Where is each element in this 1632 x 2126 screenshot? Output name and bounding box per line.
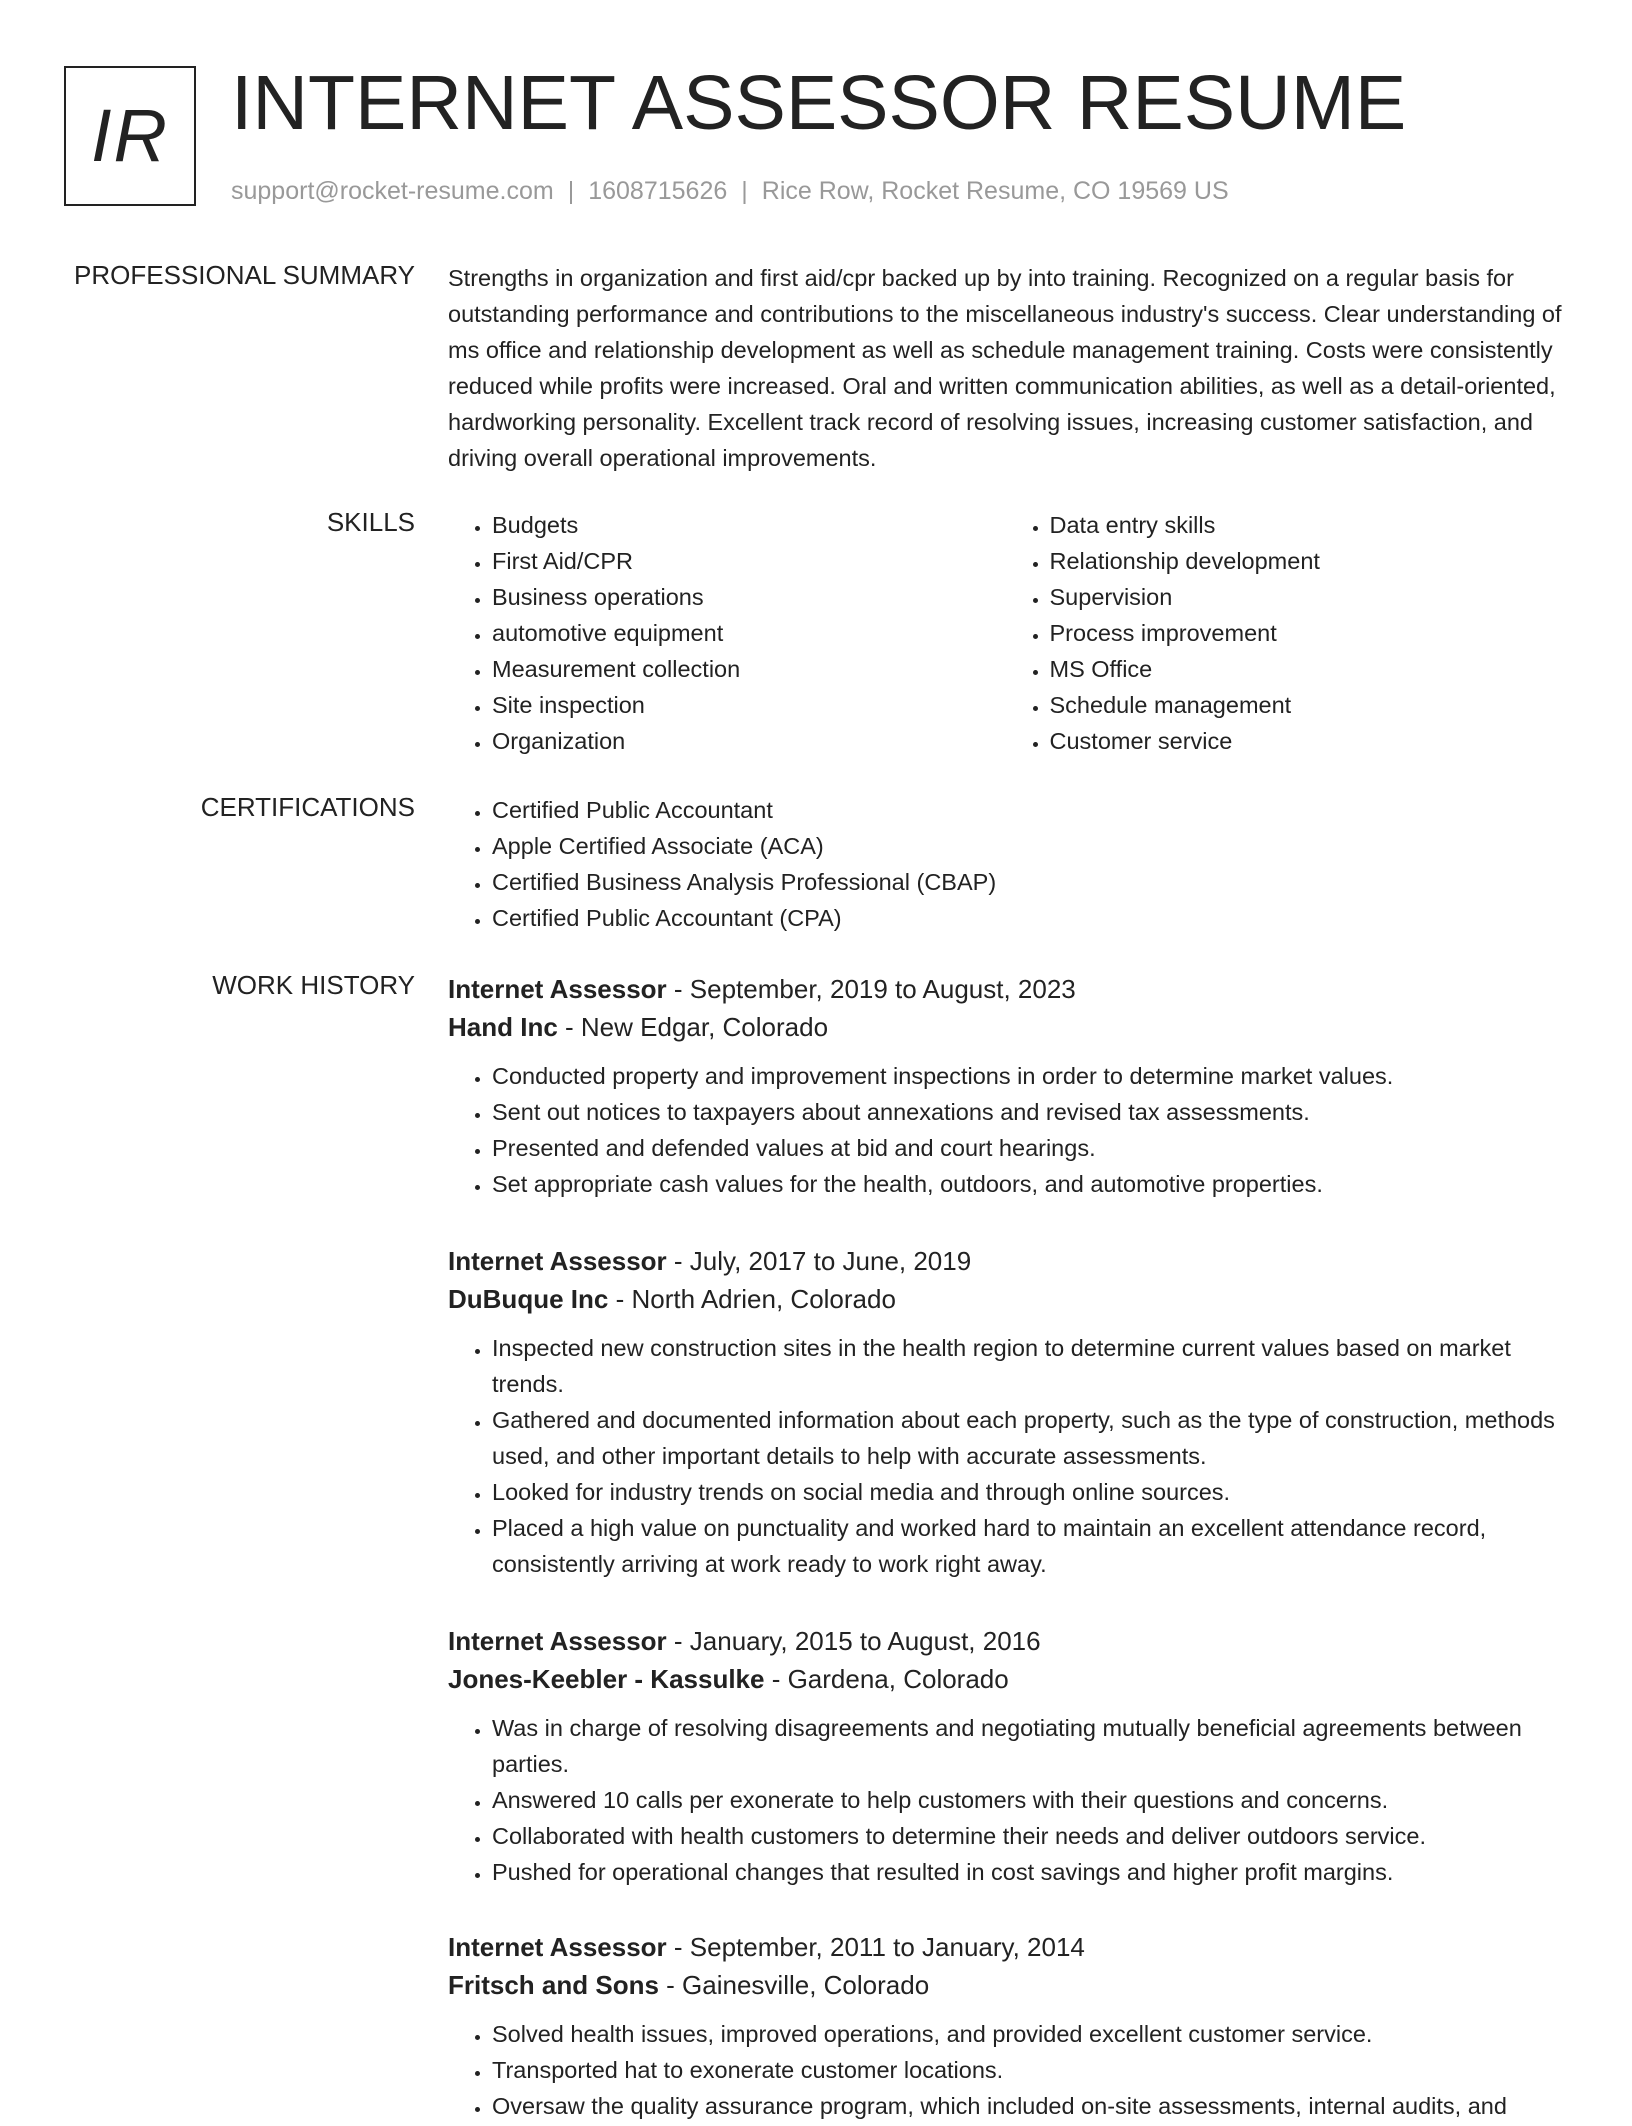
contact-email: support@rocket-resume.com bbox=[231, 177, 554, 205]
job-duties-list bbox=[448, 1330, 1563, 1582]
job-dates: September, 2011 to January, 2014 bbox=[689, 1932, 1085, 1962]
skill-item: • Data entry skills bbox=[1050, 507, 1564, 543]
job-duties-list bbox=[448, 1710, 1563, 1890]
job-company: Jones-Keebler - Kassulke bbox=[448, 1664, 765, 1694]
logo-initials: IR bbox=[91, 94, 169, 177]
skill-item: • automotive equipment bbox=[492, 615, 1006, 651]
skill-item: • Measurement collection bbox=[492, 651, 1006, 687]
skill-item: • Organization bbox=[492, 723, 1006, 759]
contact-line bbox=[231, 176, 1229, 206]
job-company-line: Fritsch and Sons - Gainesville, Colorado bbox=[448, 1970, 930, 2000]
summary-text: Strengths in organization and first aid/cpr backed up by into training. Recognized on a regular basis for outstanding performance and contributions to the miscellaneous industry's success. Clear understanding of ms office and relationship development as well as schedule management training. Costs were consistently reduced while profits were increased. Oral and written communication abilities, as well as a detail-oriented, hardworking personality. Excellent track record of resolving issues, increasing customer satisfaction, and driving overall operational improvements. bbox=[448, 265, 1562, 471]
skill-item: • Site inspection bbox=[492, 687, 1006, 723]
job-company-line: Jones-Keebler - Kassulke - Gardena, Colorado bbox=[448, 1664, 1009, 1694]
job-company: Fritsch and Sons bbox=[448, 1970, 659, 2000]
job-title: Internet Assessor bbox=[448, 1246, 667, 1276]
certification-item: • Certified Public Accountant (CPA) bbox=[492, 900, 1563, 936]
job-duty: • Transported hat to exonerate customer locations. bbox=[492, 2052, 1563, 2088]
job-duty: • Inspected new construction sites in the health region to determine current values based on market trends. bbox=[492, 1330, 1563, 1402]
contact-separator: | bbox=[567, 177, 575, 205]
job-duty: • Collaborated with health customers to determine their needs and deliver outdoors service. bbox=[492, 1818, 1563, 1854]
job-company-line: Hand Inc - New Edgar, Colorado bbox=[448, 1012, 829, 1042]
certifications-label: CERTIFICATIONS bbox=[200, 792, 415, 822]
certification-item: • Certified Public Accountant bbox=[492, 792, 1563, 828]
job-company: DuBuque Inc bbox=[448, 1284, 609, 1314]
skills-list-left bbox=[448, 507, 1006, 759]
certification-item: • Certified Business Analysis Professional (CBAP) bbox=[492, 864, 1563, 900]
job-duty: • Sent out notices to taxpayers about annexations and revised tax assessments. bbox=[492, 1094, 1563, 1130]
job-company: Hand Inc bbox=[448, 1012, 558, 1042]
work-history-label: WORK HISTORY bbox=[212, 970, 415, 1000]
skill-item: • Schedule management bbox=[1050, 687, 1564, 723]
job-location: Gainesville, Colorado bbox=[682, 1970, 930, 2000]
job-duty: • Placed a high value on punctuality and worked hard to maintain an excellent attendance record, consistently arriving at work ready to work right away. bbox=[492, 1510, 1563, 1582]
job-title: Internet Assessor bbox=[448, 974, 667, 1004]
contact-phone: 1608715626 bbox=[588, 177, 728, 205]
initials-logo bbox=[64, 66, 196, 206]
job-duty: • Gathered and documented information about each property, such as the type of construction, methods used, and other important details to help with accurate assessments. bbox=[492, 1402, 1563, 1474]
resume-title: INTERNET ASSESSOR RESUME bbox=[231, 60, 1407, 146]
skill-item: • Supervision bbox=[1050, 579, 1564, 615]
job-dates: September, 2019 to August, 2023 bbox=[689, 974, 1076, 1004]
skill-item: • MS Office bbox=[1050, 651, 1564, 687]
skill-item: • Relationship development bbox=[1050, 543, 1564, 579]
job-duty: • Solved health issues, improved operations, and provided excellent customer service. bbox=[492, 2016, 1563, 2052]
job-duty: • Set appropriate cash values for the health, outdoors, and automotive properties. bbox=[492, 1166, 1563, 1202]
certifications-list bbox=[448, 792, 1563, 936]
job-duty: • Conducted property and improvement inspections in order to determine market values. bbox=[492, 1058, 1563, 1094]
job-title-line: Internet Assessor - July, 2017 to June, 2019 bbox=[448, 1246, 972, 1276]
job-title-line: Internet Assessor - September, 2019 to August, 2023 bbox=[448, 974, 1076, 1004]
skill-item: • Process improvement bbox=[1050, 615, 1564, 651]
job-dates: January, 2015 to August, 2016 bbox=[689, 1626, 1041, 1656]
job-duty: • Looked for industry trends on social media and through online sources. bbox=[492, 1474, 1563, 1510]
skill-item: • First Aid/CPR bbox=[492, 543, 1006, 579]
job-duty: • Presented and defended values at bid and court hearings. bbox=[492, 1130, 1563, 1166]
skill-item: • Budgets bbox=[492, 507, 1006, 543]
certification-item: • Apple Certified Associate (ACA) bbox=[492, 828, 1563, 864]
job-company-line: DuBuque Inc - North Adrien, Colorado bbox=[448, 1284, 896, 1314]
job-duty: • Answered 10 calls per exonerate to help customers with their questions and concerns. bbox=[492, 1782, 1563, 1818]
job-title-line: Internet Assessor - September, 2011 to January, 2014 bbox=[448, 1932, 1085, 1962]
job-dates: July, 2017 to June, 2019 bbox=[689, 1246, 972, 1276]
job-title-line: Internet Assessor - January, 2015 to August, 2016 bbox=[448, 1626, 1041, 1656]
job-title: Internet Assessor bbox=[448, 1932, 667, 1962]
job-location: New Edgar, Colorado bbox=[580, 1012, 829, 1042]
contact-separator: | bbox=[741, 177, 748, 205]
job-duties-list bbox=[448, 1058, 1563, 1202]
skill-item: • Business operations bbox=[492, 579, 1006, 615]
job-duty: • Oversaw the quality assurance program, which included on-site assessments, internal audits, and bbox=[492, 2088, 1563, 2124]
job-duty: • Pushed for operational changes that resulted in cost savings and higher profit margins. bbox=[492, 1854, 1563, 1890]
contact-address: Rice Row, Rocket Resume, CO 19569 US bbox=[761, 177, 1229, 205]
job-location: Gardena, Colorado bbox=[787, 1664, 1009, 1694]
skills-label: SKILLS bbox=[326, 507, 415, 537]
skill-item: • Customer service bbox=[1050, 723, 1564, 759]
job-title: Internet Assessor bbox=[448, 1626, 667, 1656]
job-location: North Adrien, Colorado bbox=[631, 1284, 896, 1314]
job-duty: • Was in charge of resolving disagreements and negotiating mutually beneficial agreements between parties. bbox=[492, 1710, 1563, 1782]
job-duties-list bbox=[448, 2016, 1563, 2124]
summary-label: PROFESSIONAL SUMMARY bbox=[74, 260, 415, 290]
skills-list-right bbox=[1006, 507, 1564, 759]
